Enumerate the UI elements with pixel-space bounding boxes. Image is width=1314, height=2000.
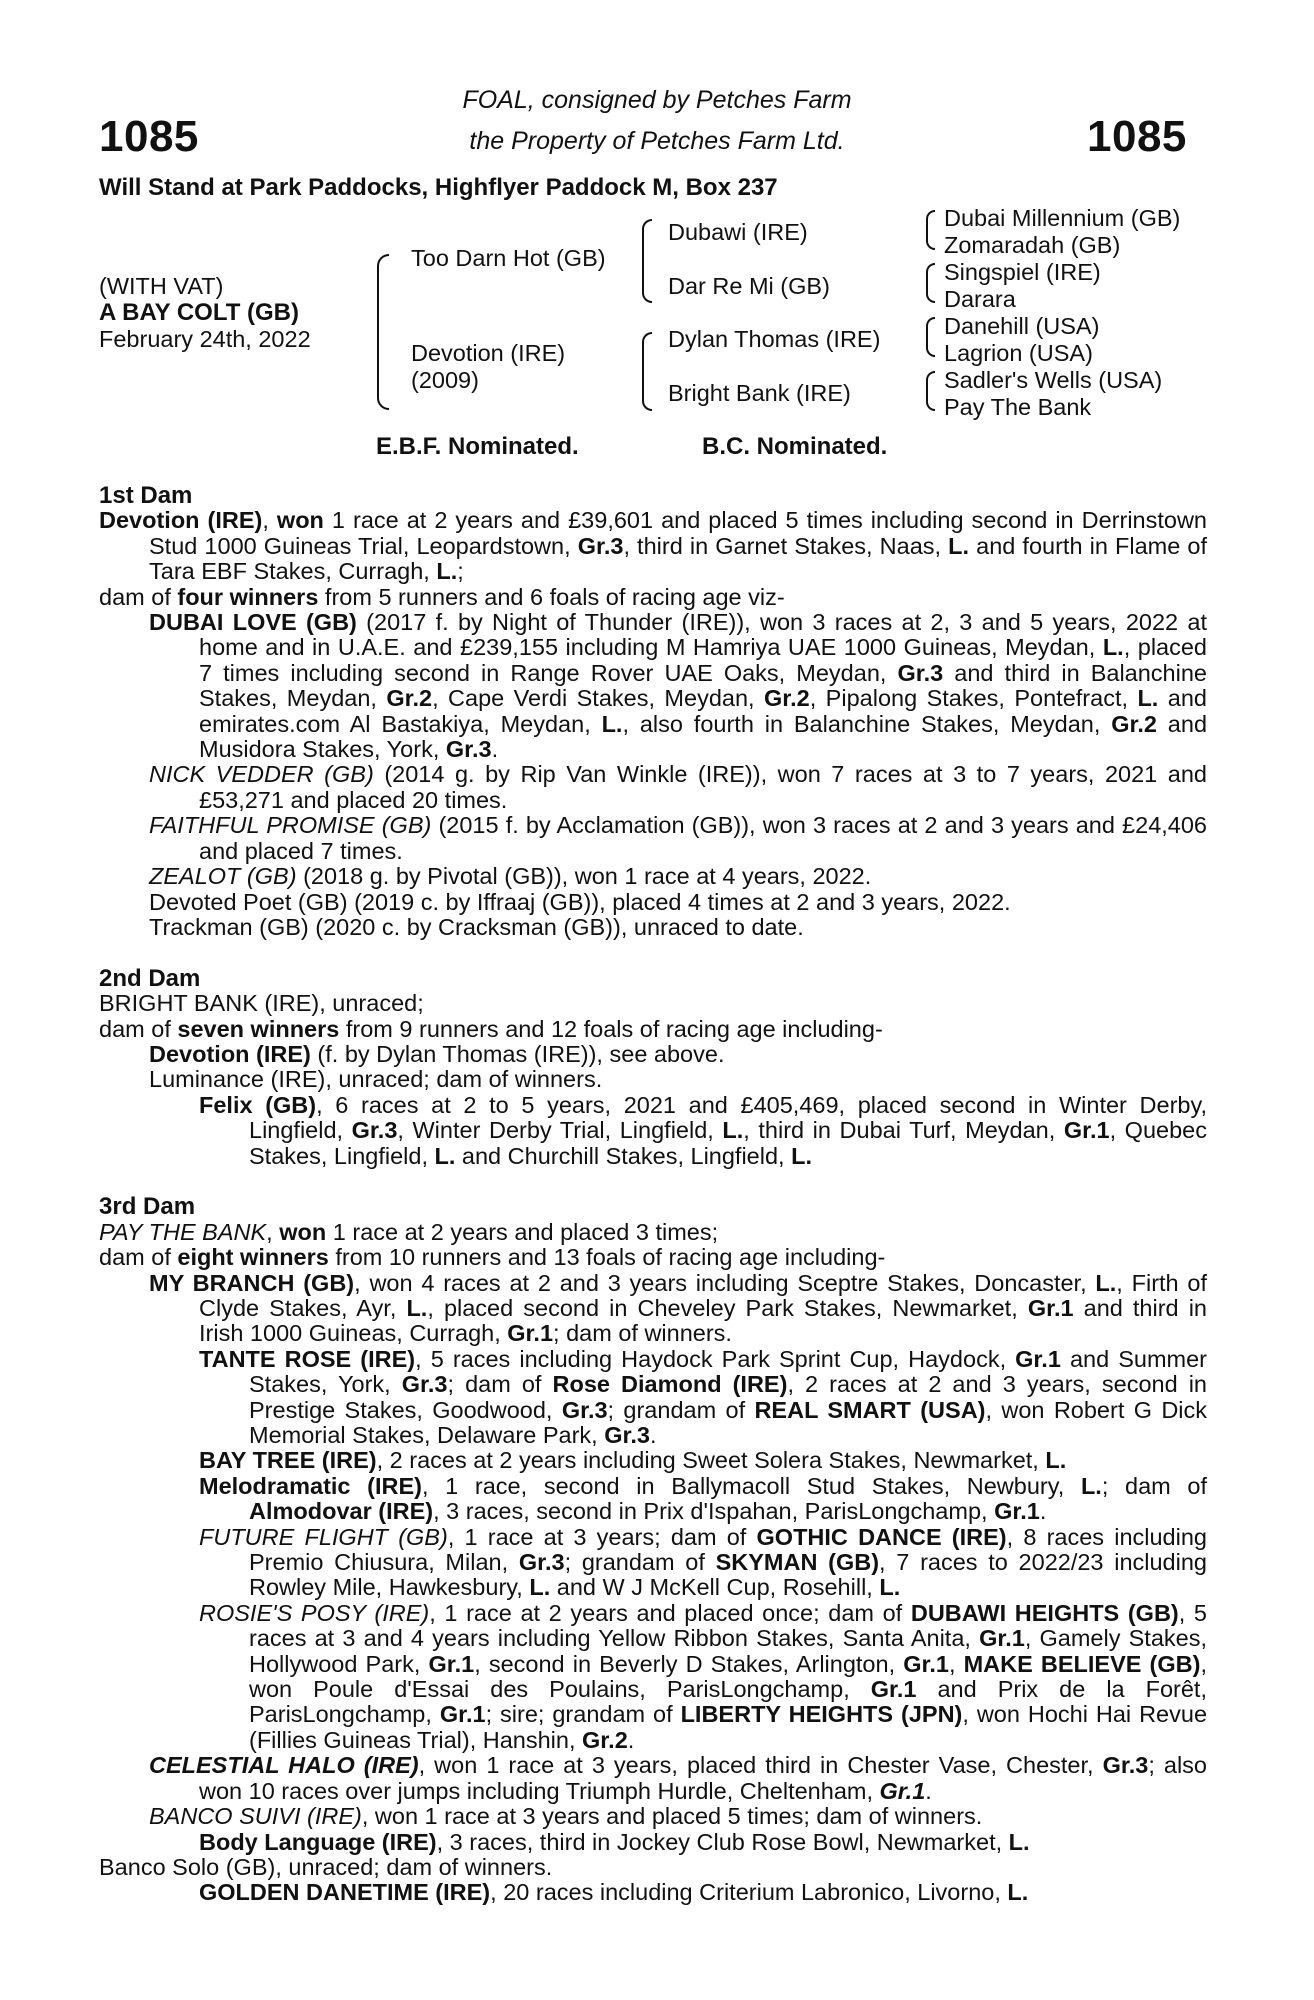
bold-text: L. bbox=[1045, 1447, 1067, 1474]
pedigree-brace bbox=[926, 263, 935, 303]
italic-name: BANCO SUIVI (IRE) bbox=[149, 1803, 362, 1830]
bold-text: Felix (GB) bbox=[199, 1091, 317, 1118]
bold-text: Gr.1 bbox=[428, 1650, 475, 1677]
bold-text: LIBERTY HEIGHTS (JPN) bbox=[680, 1701, 963, 1728]
bold-text: L. bbox=[879, 1574, 901, 1601]
bold-text: Gr.3 bbox=[445, 736, 492, 763]
bold-text: L. bbox=[1102, 634, 1124, 661]
second-dam-heading: 2nd Dam bbox=[99, 964, 201, 992]
bold-text: Almodovar (IRE) bbox=[249, 1498, 434, 1525]
bold-text: Gr.1 bbox=[994, 1498, 1040, 1525]
bold-text: L. bbox=[1095, 1269, 1117, 1296]
bold-text: Gr.1 bbox=[903, 1650, 949, 1677]
bold-text: eight winners bbox=[177, 1244, 329, 1271]
italic-name: NICK VEDDER (GB) bbox=[149, 761, 374, 788]
bold-text: L. bbox=[406, 1294, 428, 1321]
produce-entry: ROSIE'S POSY (IRE), 1 race at 2 years and placed once; dam of DUBAWI HEIGHTS (GB), 5 races at 3 and 4 years including Yellow Ribbon Stakes, Santa Anita, Gr.1, Gamely Stakes, Hollywood Park, Gr.1, second in Beverly D Stakes, Arlington, Gr.1, MAKE BELIEVE (GB), won Poule d'Essai des Poulains, ParisLongchamp, Gr.1 and Prix de la Forêt, ParisLongchamp, Gr.1; sire; grandam of LIBERTY HEIGHTS (JPN), won Hochi Hai Revue (Fillies Guineas Trial), Hanshin, Gr.2. bbox=[199, 1599, 1208, 1753]
bold-text: Gr.2 bbox=[1111, 710, 1157, 737]
produce-entry: FAITHFUL PROMISE (GB) (2015 f. by Acclamation (GB)), won 3 races at 2 and 3 years and £24,406 and placed 7 times. bbox=[149, 812, 1207, 864]
property-line: the Property of Petches Farm Ltd. bbox=[469, 127, 845, 155]
second-dam-record: BRIGHT BANK (IRE), unraced; bbox=[99, 990, 424, 1017]
produce-entry: NICK VEDDER (GB) (2014 g. by Rip Van Winkle (IRE)), won 7 races at 3 to 7 years, 2021 and £53,271 and placed 20 times. bbox=[149, 761, 1207, 813]
bold-text: DUBAWI HEIGHTS (GB) bbox=[910, 1599, 1179, 1626]
produce-entry: ZEALOT (GB) (2018 g. by Pivotal (GB)), won 1 race at 4 years, 2022. bbox=[149, 863, 872, 890]
produce-entry: Devoted Poet (GB) (2019 c. by Iffraaj (GB)), placed 4 times at 2 and 3 years, 2022. bbox=[149, 888, 1011, 915]
bold-text: L. bbox=[436, 558, 458, 585]
stand-location: Will Stand at Park Paddocks, Highflyer Paddock M, Box 237 bbox=[99, 174, 778, 201]
bold-text: Gr.3 bbox=[897, 659, 944, 686]
bold-text: L. bbox=[434, 1142, 456, 1169]
produce-entry: Trackman (GB) (2020 c. by Cracksman (GB)), unraced to date. bbox=[149, 913, 804, 940]
pedigree-brace bbox=[377, 254, 389, 410]
pedigree-brace bbox=[642, 332, 652, 411]
produce-entry: BANCO SUIVI (IRE), won 1 race at 3 years and placed 5 times; dam of winners. bbox=[149, 1803, 983, 1830]
bold-text: REAL SMART (USA) bbox=[754, 1396, 986, 1423]
ancestor: Danehill (USA) bbox=[944, 313, 1100, 339]
bold-text: Gr.1 bbox=[870, 1676, 917, 1703]
bold-text: Gr.3 bbox=[604, 1422, 650, 1448]
italic-name: ZEALOT (GB) bbox=[149, 863, 297, 890]
bold-italic-text: Gr.1 bbox=[879, 1777, 926, 1804]
bold-text: Gr.2 bbox=[386, 685, 433, 712]
bold-text: Gr.1 bbox=[507, 1320, 554, 1347]
third-dam-record: PAY THE BANK, won 1 race at 2 years and placed 3 times; bbox=[99, 1218, 719, 1245]
ancestor: Lagrion (USA) bbox=[944, 340, 1093, 366]
produce-entry: Banco Solo (GB), unraced; dam of winners. bbox=[99, 1853, 553, 1880]
bold-text: BAY TREE (IRE) bbox=[199, 1447, 377, 1474]
first-dam-produce-summary: dam of four winners from 5 runners and 6 foals of racing age viz- bbox=[99, 583, 785, 610]
dam-dam: Bright Bank (IRE) bbox=[668, 380, 851, 406]
bold-text: won bbox=[276, 507, 324, 534]
bold-text: seven winners bbox=[177, 1015, 340, 1042]
pedigree-brace bbox=[642, 219, 652, 303]
dam-year: (2009) bbox=[411, 367, 479, 393]
sire-sire: Dubawi (IRE) bbox=[668, 219, 808, 245]
produce-entry: TANTE ROSE (IRE), 5 races including Haydock Park Sprint Cup, Haydock, Gr.1 and Summer Stakes, York, Gr.3; dam of Rose Diamond (IRE), 2 races at 2 and 3 years, second in Prestige Stakes, Goodwood, Gr.3; grandam of REAL SMART (USA), won Robert G Dick Memorial Stakes, Delaware Park, Gr.3. bbox=[199, 1345, 1208, 1448]
bold-text: L. bbox=[722, 1117, 744, 1144]
bold-text: L. bbox=[1007, 1879, 1029, 1906]
dam-sire: Dylan Thomas (IRE) bbox=[668, 326, 881, 352]
vat-note: (WITH VAT) bbox=[99, 273, 224, 299]
bold-text: Gr.2 bbox=[764, 685, 810, 712]
bold-text: won bbox=[279, 1218, 327, 1245]
lot-number-left: 1085 bbox=[99, 112, 199, 161]
produce-entry: GOLDEN DANETIME (IRE), 20 races including Criterium Labronico, Livorno, L. bbox=[199, 1879, 1029, 1906]
first-dam-record: Devotion (IRE), won 1 race at 2 years and £39,601 and placed 5 times including second in Derrinstown Stud 1000 Guineas Trial, Leopardstown, Gr.3, third in Garnet Stakes, Naas, L. and fourth in Flame of Tara EBF Stakes, Curragh, L.; bbox=[99, 507, 1208, 585]
bold-text: L. bbox=[1080, 1472, 1102, 1499]
italic-name: ROSIE'S POSY (IRE) bbox=[199, 1599, 430, 1626]
bold-text: MAKE BELIEVE (GB) bbox=[963, 1650, 1201, 1677]
bold-text: L. bbox=[601, 710, 623, 737]
bold-text: L. bbox=[948, 532, 970, 559]
ancestor: Singspiel (IRE) bbox=[944, 259, 1101, 285]
bold-text: Gr.1 bbox=[1027, 1294, 1074, 1321]
first-dam-heading: 1st Dam bbox=[99, 482, 193, 509]
bold-italic-text: CELESTIAL HALO (IRE) bbox=[149, 1752, 419, 1779]
produce-entry: MY BRANCH (GB), won 4 races at 2 and 3 years including Sceptre Stakes, Doncaster, L., Firth of Clyde Stakes, Ayr, L., placed second in Cheveley Park Stakes, Newmarket, Gr.1 and third in Irish 1000 Guineas, Curragh, Gr.1; dam of winners. bbox=[149, 1269, 1207, 1347]
bold-text: Gr.1 bbox=[979, 1625, 1025, 1652]
bold-text: L. bbox=[791, 1142, 812, 1169]
bold-text: Gr.3 bbox=[561, 1396, 608, 1423]
bold-text: L. bbox=[529, 1574, 551, 1601]
bold-text: Body Language (IRE) bbox=[199, 1828, 437, 1855]
dam: Devotion (IRE) bbox=[411, 340, 566, 366]
bold-text: Gr.1 bbox=[1063, 1117, 1110, 1144]
bold-text: Gr.3 bbox=[518, 1549, 565, 1576]
second-dam-produce-list bbox=[99, 1042, 1207, 1169]
pedigree-brace bbox=[926, 371, 935, 411]
pedigree-brace bbox=[926, 317, 935, 357]
bold-text: GOLDEN DANETIME (IRE) bbox=[199, 1879, 491, 1906]
sire: Too Darn Hot (GB) bbox=[411, 245, 606, 271]
bold-text: Devotion (IRE) bbox=[99, 507, 263, 534]
italic-name: FAITHFUL PROMISE (GB) bbox=[149, 812, 432, 839]
produce-entry: Felix (GB), 6 races at 2 to 5 years, 2021 and £405,469, placed second in Winter Derby, Lingfield, Gr.3, Winter Derby Trial, Lingfield, L., third in Dubai Turf, Meydan, Gr.1, Quebec Stakes, Lingfield, L. and Churchill Stakes, Lingfield, L. bbox=[199, 1091, 1208, 1169]
produce-entry: FUTURE FLIGHT (GB), 1 race at 3 years; dam of GOTHIC DANCE (IRE), 8 races including Premio Chiusura, Milan, Gr.3; grandam of SKYMAN (GB), 7 races to 2022/23 including Rowley Mile, Hawkesbury, L. and W J McKell Cup, Rosehill, L. bbox=[199, 1523, 1207, 1601]
bold-text: SKYMAN (GB) bbox=[715, 1549, 880, 1576]
ancestor: Sadler's Wells (USA) bbox=[944, 367, 1163, 393]
second-dam-produce-summary: dam of seven winners from 9 runners and 12 foals of racing age including- bbox=[99, 1015, 883, 1042]
italic-name: PAY THE BANK bbox=[99, 1218, 267, 1245]
bold-text: L. bbox=[1137, 685, 1159, 712]
pedigree-brace bbox=[926, 210, 935, 250]
bold-text: Gr.1 bbox=[1015, 1345, 1061, 1372]
ancestor: Darara bbox=[944, 286, 1016, 312]
bold-text: Gr.3 bbox=[351, 1117, 398, 1144]
bold-text: Gr.2 bbox=[582, 1726, 628, 1753]
third-dam-produce-list bbox=[99, 1271, 1207, 1906]
bold-text: MY BRANCH (GB) bbox=[149, 1269, 355, 1296]
produce-entry: Devotion (IRE) (f. by Dylan Thomas (IRE)), see above. bbox=[149, 1040, 725, 1067]
produce-entry: BAY TREE (IRE), 2 races at 2 years including Sweet Solera Stakes, Newmarket, L. bbox=[199, 1447, 1067, 1474]
produce-entry: CELESTIAL HALO (IRE), won 1 race at 3 years, placed third in Chester Vase, Chester, Gr.3; also won 10 races over jumps including Triumph Hurdle, Cheltenham, Gr.1. bbox=[149, 1752, 1208, 1804]
bold-text: DUBAI LOVE (GB) bbox=[149, 609, 357, 636]
bold-text: Devotion (IRE) bbox=[149, 1040, 311, 1067]
bold-text: Gr.3 bbox=[1102, 1752, 1149, 1779]
bold-text: four winners bbox=[177, 583, 319, 610]
produce-entry: Body Language (IRE), 3 races, third in Jockey Club Rose Bowl, Newmarket, L. bbox=[199, 1828, 1030, 1855]
ebf-nomination: E.B.F. Nominated. bbox=[376, 433, 579, 460]
sire-dam: Dar Re Mi (GB) bbox=[668, 273, 830, 299]
produce-entry: Melodramatic (IRE), 1 race, second in Ballymacoll Stud Stakes, Newbury, L.; dam of Almodovar (IRE), 3 races, second in Prix d'Ispahan, ParisLongchamp, Gr.1. bbox=[199, 1472, 1207, 1525]
third-dam-heading: 3rd Dam bbox=[99, 1193, 196, 1221]
bold-text: Rose Diamond (IRE) bbox=[552, 1371, 788, 1398]
first-dam-produce-list bbox=[99, 610, 1207, 940]
produce-entry: DUBAI LOVE (GB) (2017 f. by Night of Thunder (IRE)), won 3 races at 2, 3 and 5 years, 2022 at home and in U.A.E. and £239,155 including M Hamriya UAE 1000 Guineas, Meydan, L., placed 7 times including second in Range Rover UAE Oaks, Meydan, Gr.3 and third in Balanchine Stakes, Meydan, Gr.2, Cape Verdi Stakes, Meydan, Gr.2, Pipalong Stakes, Pontefract, L. and emirates.com Al Bastakiya, Meydan, L., also fourth in Balanchine Stakes, Meydan, Gr.2 and Musidora Stakes, York, Gr.3. bbox=[149, 609, 1208, 763]
bold-text: TANTE ROSE (IRE) bbox=[199, 1345, 416, 1372]
ancestor: Dubai Millennium (GB) bbox=[944, 205, 1181, 231]
ancestor: Zomaradah (GB) bbox=[944, 232, 1121, 258]
lot-subject-name: A BAY COLT (GB) bbox=[99, 299, 300, 326]
bold-text: Gr.1 bbox=[439, 1701, 486, 1728]
bold-text: Gr.3 bbox=[401, 1371, 448, 1398]
bold-text: Melodramatic (IRE) bbox=[199, 1472, 422, 1499]
lot-number-right: 1085 bbox=[1087, 112, 1187, 161]
consignor-line: FOAL, consigned by Petches Farm bbox=[462, 86, 852, 114]
bold-text: Gr.3 bbox=[577, 532, 624, 559]
produce-entry: Luminance (IRE), unraced; dam of winners. bbox=[149, 1066, 603, 1093]
bold-text: GOTHIC DANCE (IRE) bbox=[756, 1523, 1007, 1550]
third-dam-produce-summary: dam of eight winners from 10 runners and 13 foals of racing age including- bbox=[99, 1244, 886, 1271]
ancestor: Pay The Bank bbox=[944, 394, 1092, 420]
bold-text: L. bbox=[1008, 1828, 1030, 1855]
italic-name: FUTURE FLIGHT (GB) bbox=[199, 1523, 448, 1550]
bc-nomination: B.C. Nominated. bbox=[702, 433, 888, 460]
catalogue-body bbox=[99, 483, 1207, 1906]
foaling-date: February 24th, 2022 bbox=[99, 326, 311, 352]
